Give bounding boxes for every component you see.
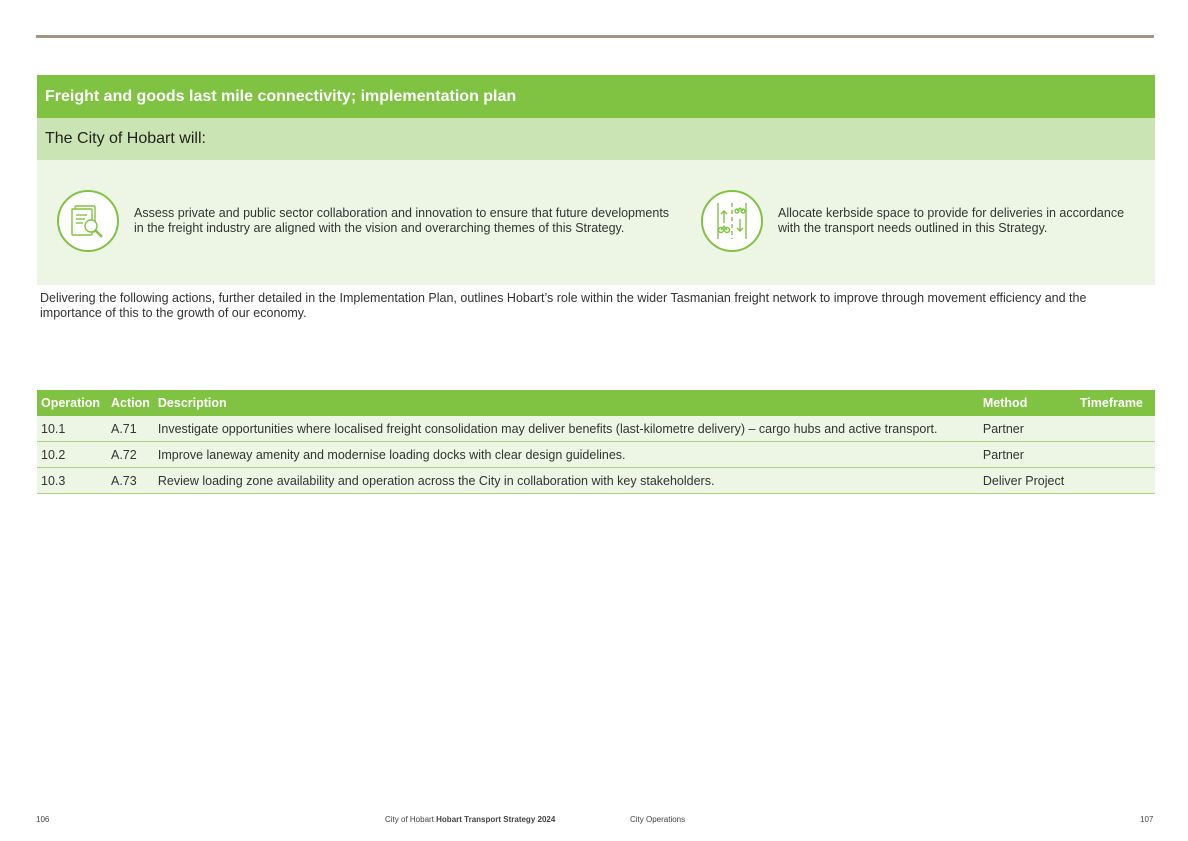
cell-operation: 10.3 (37, 468, 107, 494)
header-timeframe: Timeframe (1076, 390, 1155, 416)
footer-publisher: City of Hobart (385, 815, 434, 824)
footer-section: City Operations (630, 815, 686, 824)
cell-description: Investigate opportunities where localised freight consolidation may deliver benefits (last-kilometre delivery) – cargo hubs and active transport. (154, 416, 979, 442)
cell-operation: 10.2 (37, 442, 107, 468)
cell-action: A.71 (107, 416, 154, 442)
commitment-item (57, 190, 674, 252)
commitment-text: Assess private and public sector collaboration and innovation to ensure that future developments in the freight industry are aligned with the vision and overarching themes of this Strategy. (134, 206, 670, 235)
panel-body (37, 160, 1155, 285)
cell-description: Improve laneway amenity and modernise loading docks with clear design guidelines. (154, 442, 979, 468)
header-action: Action (107, 390, 154, 416)
cell-method: Partner (979, 442, 1076, 468)
footer-document-title (385, 815, 555, 824)
table-row (37, 416, 1155, 442)
cell-timeframe (1076, 416, 1155, 442)
page-number-right: 107 (1140, 815, 1154, 824)
header-method: Method (979, 390, 1076, 416)
header-description: Description (154, 390, 979, 416)
cell-method: Partner (979, 416, 1076, 442)
intro-paragraph: Delivering the following actions, further detailed in the Implementation Plan, outlines Hobart’s role within the wider Tasmanian freight network to improve through movement efficiency and the importance of this to the growth of our economy. (40, 291, 1087, 320)
cell-action: A.73 (107, 468, 154, 494)
top-rule (36, 35, 1154, 38)
cell-timeframe (1076, 468, 1155, 494)
page-number-left: 106 (36, 815, 50, 824)
table-row (37, 442, 1155, 468)
actions-table (37, 390, 1155, 494)
header-operation: Operation (37, 390, 107, 416)
cell-operation: 10.1 (37, 416, 107, 442)
cell-method: Deliver Project (979, 468, 1076, 494)
commitment-item (701, 190, 1128, 252)
implementation-panel (37, 75, 1155, 285)
footer-title: Hobart Transport Strategy 2024 (436, 815, 556, 824)
cell-action: A.72 (107, 442, 154, 468)
road-lanes-bicycle-icon (701, 190, 763, 252)
commitment-text: Allocate kerbside space to provide for deliveries in accordance with the transport needs outlined in this Strategy. (778, 206, 1125, 235)
panel-title: Freight and goods last mile connectivity; implementation plan (37, 75, 1155, 118)
panel-subtitle: The City of Hobart will: (37, 118, 1155, 160)
table-header-row (37, 390, 1155, 416)
cell-description: Review loading zone availability and operation across the City in collaboration with key stakeholders. (154, 468, 979, 494)
table-row (37, 468, 1155, 494)
cell-timeframe (1076, 442, 1155, 468)
document-magnifier-icon (57, 190, 119, 252)
